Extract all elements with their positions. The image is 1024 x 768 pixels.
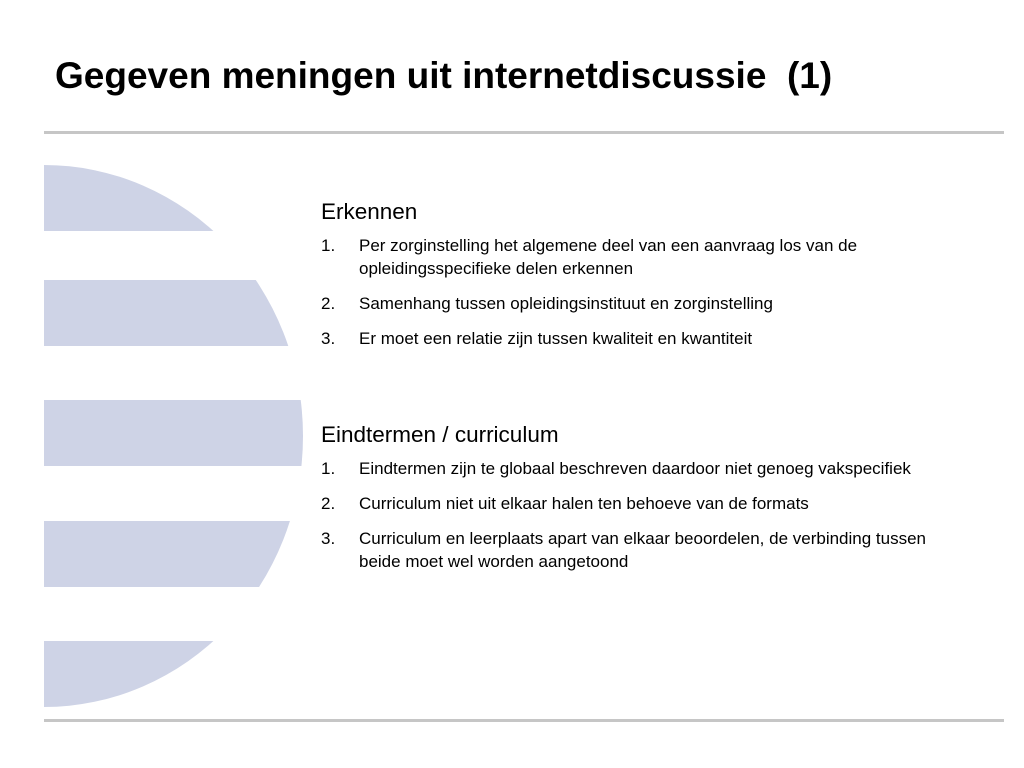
list-item-number: 2. [321,294,336,313]
list-item [321,292,971,315]
section-heading: Erkennen [321,199,418,224]
list-item-text: Curriculum en leerplaats apart van elkaar beoordelen, de verbinding tussen beide moet wel worden aangetoond [359,529,927,571]
list-item-text: Curriculum niet uit elkaar halen ten behoeve van de formats [359,494,809,513]
section-eindtermen-curriculum [321,421,971,585]
section-erkennen [321,198,971,350]
list-item [321,492,971,515]
bottom-divider [44,719,1004,722]
top-divider [44,131,1004,134]
list-item-number: 3. [321,329,336,348]
list-item-number: 1. [321,459,336,478]
list-item-text: Samenhang tussen opleidingsinstituut en zorginstelling [359,294,773,313]
list-item-number: 3. [321,529,336,548]
section-heading: Eindtermen / curriculum [321,422,559,447]
numbered-list [321,457,971,573]
list-item [321,527,971,573]
slide-title: Gegeven meningen uit internetdiscussie (1) [55,55,833,96]
slide-content [321,198,971,571]
list-item-text: Eindtermen zijn te globaal beschreven daardoor niet genoeg vakspecifiek [359,459,911,478]
list-item-number: 1. [321,236,336,255]
striped-half-circle-decoration [44,165,304,707]
list-item [321,234,971,280]
list-item [321,457,971,480]
list-item [321,327,971,350]
list-item-number: 2. [321,494,336,513]
numbered-list [321,234,971,350]
list-item-text: Er moet een relatie zijn tussen kwaliteit en kwantiteit [359,329,753,348]
list-item-text: Per zorginstelling het algemene deel van een aanvraag los van de opleidingsspecifieke delen erkennen [359,236,858,278]
